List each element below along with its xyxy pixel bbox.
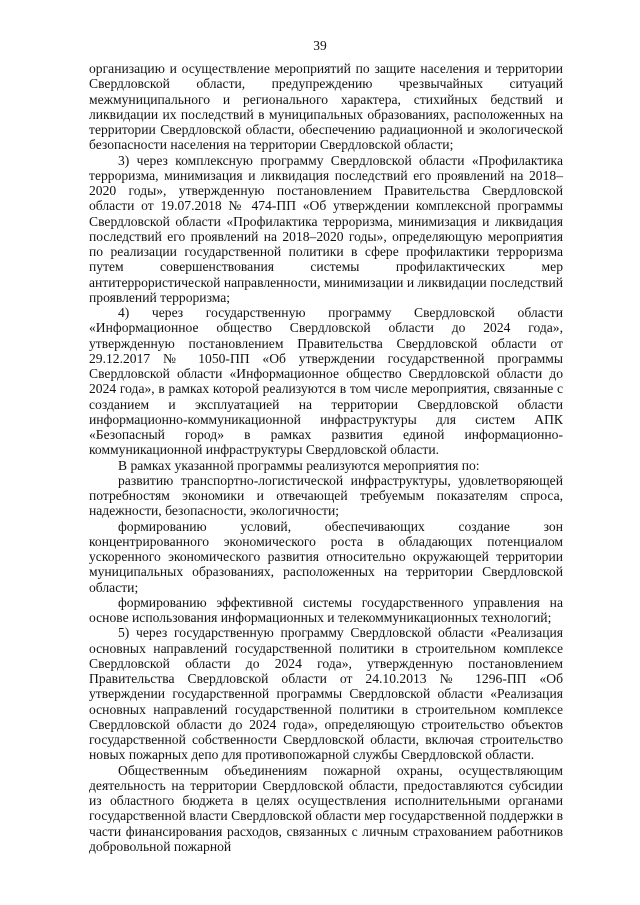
page-number: 39 — [313, 38, 327, 53]
paragraph-continuation: организацию и осуществление мероприятий по защите населения и территории Свердловской области, предупреждению чрезвычайных ситуаций межмуниципального и регионального характера, стихийных бедствий и ликвидации их последствий в муниципальных образованиях, расположенных на территории Свердловской области, обеспечению радиационной и экологической безопасности населения на территории Свердловской области; — [89, 61, 563, 153]
paragraph-item-4: 4) через государственную программу Свердловской области «Информационное общество Свердловской области до 2024 года», утвержденную постановлением Правительства Свердловской области от 29.12.2017 № 1050-ПП «Об утверждении государственной программы Свердловской области «Информационное общество Свердловской области до 2024 года», в рамках которой реализуются в том числе мероприятия, связанные с созданием и эксплуатацией на территории Свердловской области информационно-коммуникационной инфраструктуры для систем АПК «Безопасный город» в рамках развития единой информационно-коммуникационной инфраструктуры Свердловской области. — [89, 305, 563, 458]
paragraph-measure-growth-zones: формированию условий, обеспечивающих создание зон концентрированного экономического роста в обладающих потенциалом ускоренного экономического развития относительно окружающей территории муниципальных образованиях, расположенных на территории Свердловской области; — [89, 518, 563, 595]
paragraph-measure-governance: формированию эффективной системы государственного управления на основе использования информационных и телекоммуникационных технологий; — [89, 594, 563, 625]
paragraph-item-5: 5) через государственную программу Свердловской области «Реализация основных направлений государственной политики в строительном комплексе Свердловской области до 2024 года», утвержденную постановлением Правительства Свердловской области от 24.10.2013 № 1296-ПП «Об утверждении государственной программы Свердловской области «Реализация основных направлений государственной политики в строительном комплексе Свердловской области до 2024 года», определяющую строительство объектов государственной собственности Свердловской области, включая строительство новых пожарных депо для противопожарной службы Свердловской области. — [89, 625, 563, 763]
paragraph-program-intro: В рамках указанной программы реализуются мероприятия по: — [118, 457, 480, 473]
paragraph-measure-transport: развитию транспортно-логистической инфраструктуры, удовлетворяющей потребностям экономики и отвечающей требуемым показателям спроса, надежности, безопасности, экологичности; — [89, 472, 563, 519]
document-body — [89, 61, 563, 854]
paragraph-fire-protection: Общественным объединениям пожарной охраны, осуществляющим деятельность на территории Свердловской области, предоставляются субсидии из областного бюджета в целях осуществления исполнительными органами государственной власти Свердловской области мер государственной поддержки в части финансирования расходов, связанных с личным страхованием работников добровольной пожарной — [89, 762, 563, 854]
paragraph-item-3: 3) через комплексную программу Свердловской области «Профилактика терроризма, минимизация и ликвидация последствий его проявлений на 2018–2020 годы», утвержденную постановлением Правительства Свердловской области от 19.07.2018 № 474-ПП «Об утверждении комплексной программы Свердловской области «Профилактика терроризма, минимизация и ликвидация последствий его проявлений на 2018–2020 годы», определяющую мероприятия по реализации государственной политики в сфере профилактики терроризма путем совершенствования системы профилактических мер антитеррористической направленности, минимизации и ликвидации последствий проявлений терроризма; — [89, 152, 563, 305]
